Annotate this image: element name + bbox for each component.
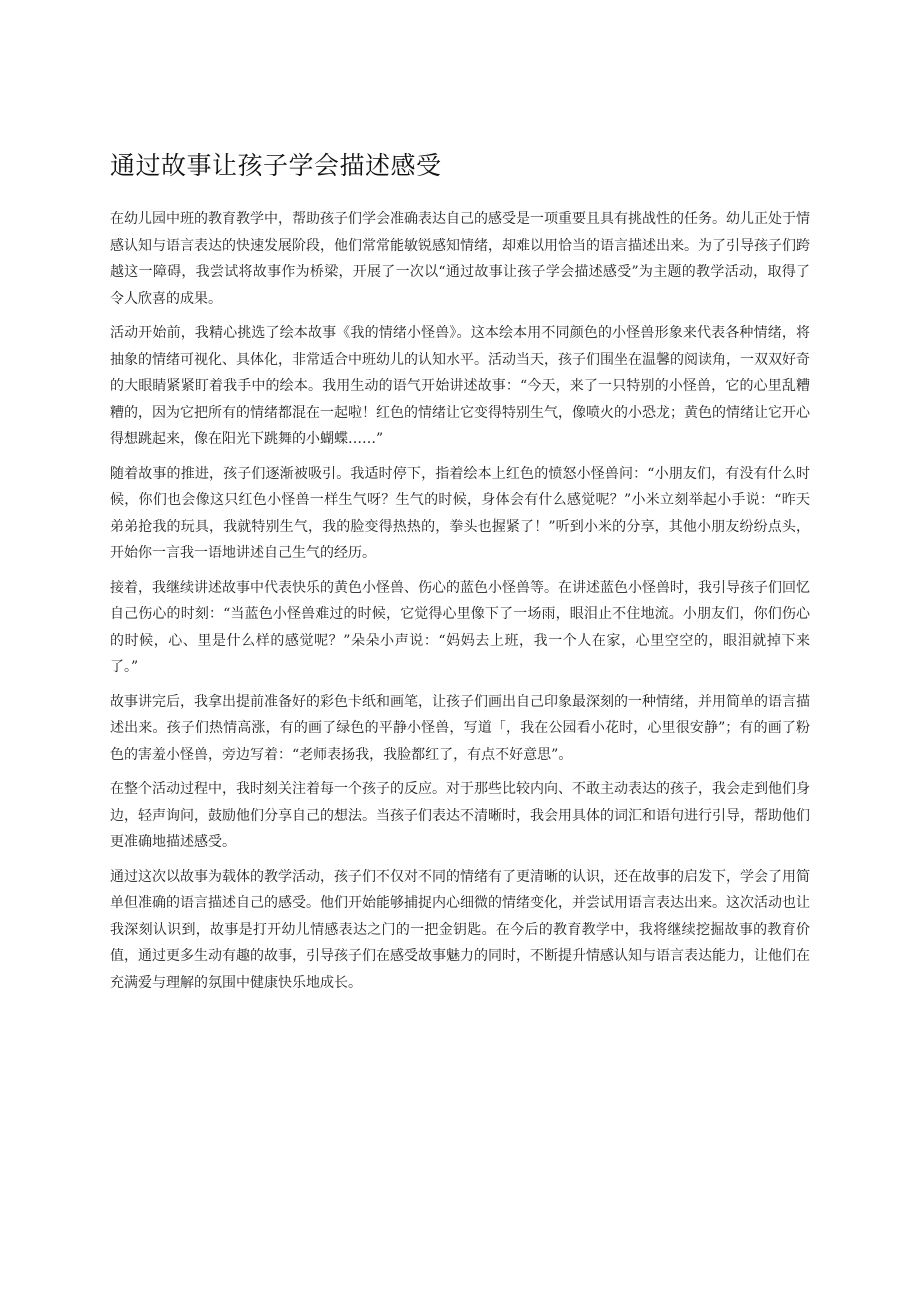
paragraph-intro: 在幼儿园中班的教育教学中，帮助孩子们学会准确表达自己的感受是一项重要且具有挑战性的任务。幼儿正处于情感认知与语言表达的快速发展阶段，他们常常能敏锐感知情绪，却难以用恰当的语言描述出来。为了引导孩子们跨越这一障碍，我尝试将故事作为桥梁，开展了一次以“通过故事让孩子学会描述感受”为主题的教学活动，取得了令人欣喜的成果。: [110, 211, 810, 307]
paragraph-conclusion: 通过这次以故事为载体的教学活动，孩子们不仅对不同的情绪有了更清晰的认识，还在故事的启发下，学会了用简单但准确的语言描述自己的感受。他们开始能够捕捉内心细微的情绪变化，并尝试用语言表达出来。这次活动也让我深刻认识到，故事是打开幼儿情感表达之门的一把金钥匙。在今后的教育教学中，我将继续挖掘故事的教育价值，通过更多生动有趣的故事，引导孩子们在感受故事魅力的同时，不断提升情感认知与语言表达能力，让他们在充满爱与理解的氛围中健康快乐地成长。: [110, 868, 810, 991]
paragraph-observation: 在整个活动过程中，我时刻关注着每一个孩子的反应。对于那些比较内向、不敢主动表达的孩子，我会走到他们身边，轻声询问，鼓励他们分享自己的想法。当孩子们表达不清晰时，我会用具体的词汇和语句进行引导，帮助他们更准确地描述感受。: [110, 781, 810, 850]
paragraph-anger-discussion: 随着故事的推进，孩子们逐渐被吸引。我适时停下，指着绘本上红色的愤怒小怪兽问：“小朋友们，有没有什么时候，你们也会像这只红色小怪兽一样生气呀？生气的时候，身体会有什么感觉呢？”小米立刻举起小手说：“昨天弟弟抢我的玩具，我就特别生气，我的脸变得热热的，拳头也握紧了！”听到小米的分享，其他小朋友纷纷点头，开始你一言我一语地讲述自己生气的经历。: [110, 465, 810, 561]
paragraph-preparation: 活动开始前，我精心挑选了绘本故事《我的情绪小怪兽》。这本绘本用不同颜色的小怪兽形象来代表各种情绪，将抽象的情绪可视化、具体化，非常适合中班幼儿的认知水平。活动当天，孩子们围坐在温馨的阅读角，一双双好奇的大眼睛紧紧盯着我手中的绘本。我用生动的语气开始讲述故事：“今天，来了一只特别的小怪兽，它的心里乱糟糟的，因为它把所有的情绪都混在一起啦！红色的情绪让它变得特别生气，像喷火的小恐龙；黄色的情绪让它开心得想跳起来，像在阳光下跳舞的小蝴蝶……”: [110, 325, 810, 447]
paragraph-sadness-discussion: 接着，我继续讲述故事中代表快乐的黄色小怪兽、伤心的蓝色小怪兽等。在讲述蓝色小怪兽时，我引导孩子们回忆自己伤心的时刻：“当蓝色小怪兽难过的时候，它觉得心里像下了一场雨，眼泪止不住地流。小朋友们，你们伤心的时候，心、里是什么样的感觉呢？”朵朵小声说：“妈妈去上班，我一个人在家，心里空空的，眼泪就掉下来了。”: [110, 579, 810, 675]
paragraph-drawing-activity: 故事讲完后，我拿出提前准备好的彩色卡纸和画笔，让孩子们画出自己印象最深刻的一种情绪，并用简单的语言描述出来。孩子们热情高涨，有的画了绿色的平静小怪兽，写道「，我在公园看小花时，心里很安静”；有的画了粉色的害羞小怪兽，旁边写着：“老师表扬我，我脸都红了，有点不好意思”。: [110, 693, 810, 763]
document-page: [110, 148, 810, 1004]
document-title: 通过故事让孩子学会描述感受: [110, 151, 442, 180]
